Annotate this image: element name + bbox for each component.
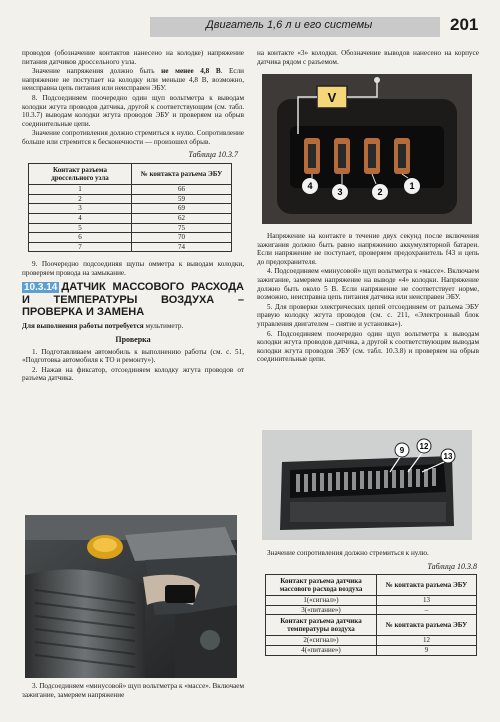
- paragraph: Напряжение на контакте в течение двух секунд после включения зажигания должно быть равно напряжению аккумуляторной батареи. Если напряжение не поступает, проверяем предохранитель f43 и цепь до предохранителя.: [257, 232, 479, 266]
- page-number: 201: [450, 15, 479, 34]
- table-header: № контакта разъема ЭБУ: [377, 615, 477, 636]
- tools-line: Для выполнения работы потребуется мультиметр.: [22, 322, 184, 331]
- right-column-mid: [257, 232, 479, 365]
- table-row: 7 74: [29, 242, 232, 252]
- table-row: 5 75: [29, 223, 232, 233]
- paragraph: 6. Подсоединяем поочередно один щуп вольтметра к выводам колодки жгута проводов датчика, а другой к соответствующим выводам колодки жгута проводов ЭБУ (см. табл. 10.3.8) и проверяем на обрыв соединительные цепи.: [257, 329, 479, 364]
- left-column-bottom: [22, 682, 244, 700]
- table-row: 1(«сигнал») 13: [266, 596, 477, 606]
- paragraph: Значение сопротивления должно стремиться к нулю. Сопротивление больше или стремится к бесконечности — произошел обрыв.: [22, 129, 244, 146]
- table-row: 2(«сигнал») 12: [266, 636, 477, 646]
- pin-label: 12: [419, 442, 429, 451]
- pin-label: 4: [307, 181, 313, 191]
- table-header: Контакт разъема датчика температуры воздуха: [266, 615, 377, 636]
- paragraph: 4. Подсоединяем «минусовой» щуп вольтметра к «массе». Включаем зажигание, замеряем напряжение на выводе «4» колодки. Напряжение должно быть около 5 В. Если напряжение не соответствует норме, возможно, неисправна цепь питания датчика или неисправен ЭБУ.: [257, 267, 479, 302]
- subheading-check: Проверка: [115, 335, 151, 345]
- ecu-connector-photo: [262, 430, 472, 540]
- table-row: 4 62: [29, 213, 232, 223]
- header-title: Двигатель 1,6 л и его системы: [206, 19, 373, 31]
- paragraph: Значение сопротивления должно стремиться к нулю.: [267, 549, 429, 557]
- table-row: 6 70: [29, 233, 232, 243]
- table-header: Контакт разъема дроссельного узла: [29, 164, 132, 185]
- table-row: 3(«питание») –: [266, 605, 477, 615]
- table-row: 3 69: [29, 204, 232, 214]
- section-title: 10.3.14 ДАТЧИК МАССОВОГО РАСХОДА И ТЕМПЕРАТУРЫ ВОЗДУХА – ПРОВЕРКА И ЗАМЕНА: [22, 281, 244, 319]
- pin-label: 2: [377, 187, 383, 197]
- paragraph: проводов (обозначение контактов нанесено на колодке) напряжение питания датчиков дроссельного узла.: [22, 49, 244, 66]
- pin-label: 13: [443, 452, 453, 461]
- table-row: 2 59: [29, 194, 232, 204]
- pin-label: 1: [409, 181, 415, 191]
- table-10-3-7: [28, 163, 232, 252]
- pin-label: 3: [337, 187, 343, 197]
- table-row: 1 66: [29, 185, 232, 195]
- pin-label: 9: [399, 446, 405, 455]
- table-10-3-8: [265, 574, 477, 655]
- table-header: Контакт разъема датчика массового расхода воздуха: [266, 575, 377, 596]
- voltmeter-label: V: [327, 90, 337, 105]
- paragraph: 8. Подсоединяем поочередно один щуп вольтметра к выводам колодки жгута проводов датчика, другой к соответствующим (см. табл. 10.3.7) выводам колодки жгута проводов ЭБУ и проверяем на обрыв соединительные цепи.: [22, 93, 244, 128]
- paragraph: 5. Для проверки электрических цепей отсоединяем от разъема ЭБУ правую колодку жгута проводов (см. с. 211, «Электронный блок управления двигателем – снятие и установка»).: [257, 302, 479, 328]
- right-column-bottom: [257, 549, 479, 656]
- paragraph: 3. Подсоединяем «минусовой» щуп вольтметра к «массе». Включаем зажигание, замеряем напряжение: [22, 682, 244, 699]
- table-caption: Таблица 10.3.7: [188, 149, 238, 159]
- paragraph: 2. Нажав на фиксатор, отсоединяем колодку жгута проводов от разъема датчика.: [22, 365, 244, 383]
- connector-photo: [262, 74, 472, 224]
- paragraph: 1. Подготавливаем автомобиль к выполнению работы (см. с. 51, «Подготовка автомобиля к ТО и ремонту»).: [22, 347, 244, 365]
- engine-photo: [25, 515, 237, 678]
- table-caption: Таблица 10.3.8: [427, 561, 477, 571]
- table-header: № контакта разъема ЭБУ: [132, 164, 232, 185]
- paragraph: 9. Поочередно подсоединяя щупы омметра к выводам колодки, проверяем провода на замыкание.: [22, 260, 244, 277]
- page-header: [0, 0, 500, 42]
- paragraph: на контакте «3» колодки. Обозначение выводов нанесено на корпусе датчика рядом с разъемом.: [257, 49, 479, 66]
- right-column-top: [257, 49, 479, 67]
- paragraph: Значение напряжения должно быть не менее 4,8 В. Если напряжение не поступает на колодку или меньше 4,8 В, возможно, неисправна цепь питания или неисправен ЭБУ.: [22, 67, 244, 93]
- table-header: № контакта разъема ЭБУ: [377, 575, 477, 596]
- table-row: 4(«питание») 9: [266, 645, 477, 655]
- left-column: [22, 49, 244, 384]
- section-number: 10.3.14: [24, 282, 58, 294]
